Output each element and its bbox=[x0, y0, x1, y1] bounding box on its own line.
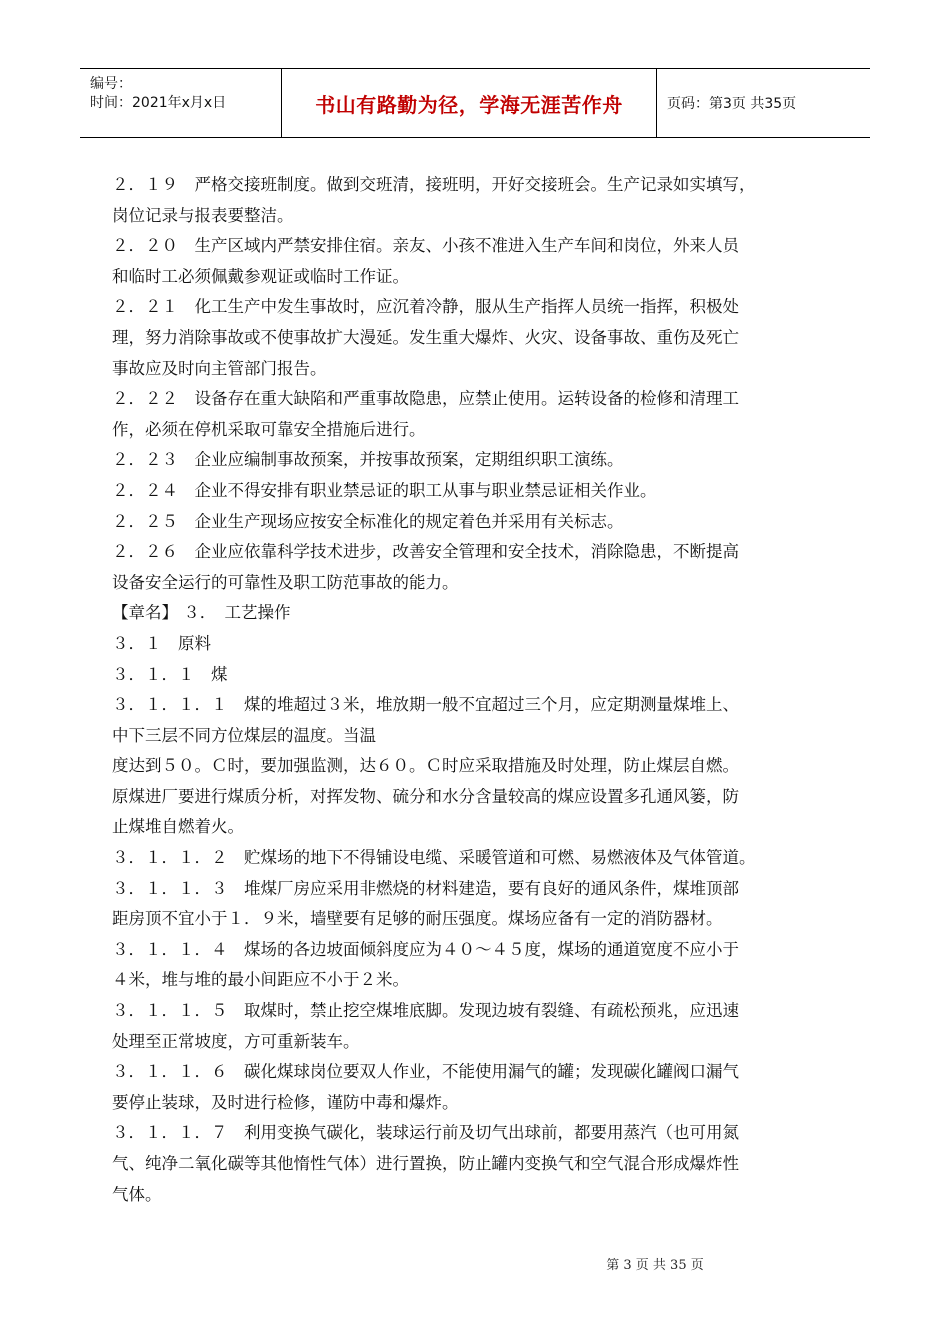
text-line: 止煤堆自燃着火。 bbox=[112, 817, 244, 837]
text-line: ２．２３ 企业应编制事故预案，并按事故预案，定期组织职工演练。 bbox=[112, 450, 624, 470]
header-page-info: 页码：第3页 共35页 bbox=[667, 96, 797, 112]
header-number: 编号： bbox=[90, 76, 132, 92]
text-line: ３．１．１．４ 煤场的各边坡面倾斜度应为４０～４５度，煤场的通道宽度不应小于 bbox=[112, 939, 739, 959]
page-header bbox=[80, 68, 870, 138]
text-line: 要停止装球，及时进行检修，谨防中毒和爆炸。 bbox=[112, 1092, 459, 1112]
text-line: ２．２０ 生产区域内严禁安排住宿。亲友、小孩不准进入生产车间和岗位，外来人员 bbox=[112, 236, 739, 256]
text-line: 理，努力消除事故或不使事故扩大漫延。发生重大爆炸、火灾、设备事故、重伤及死亡 bbox=[112, 327, 739, 347]
text-line: ２．１９ 严格交接班制度。做到交班清，接班明，开好交接班会。生产记录如实填写， bbox=[112, 175, 756, 194]
text-line: 事故应及时向主管部门报告。 bbox=[112, 358, 327, 378]
text-line: 岗位记录与报表要整洁。 bbox=[112, 205, 294, 225]
text-line: 距房顶不宜小于１．９米，墙壁要有足够的耐压强度。煤场应备有一定的消防器材。 bbox=[112, 909, 723, 929]
text-line: ３．１．１．１ 煤的堆超过３米，堆放期一般不宜超过三个月，应定期测量煤堆上、 bbox=[112, 695, 739, 715]
text-line: ３．１．１．３ 堆煤厂房应采用非燃烧的材料建造，要有良好的通风条件，煤堆顶部 bbox=[112, 878, 739, 898]
text-line: ３．１．１．６ 碳化煤球岗位要双人作业，不能使用漏气的罐；发现碳化罐阀口漏气 bbox=[112, 1062, 739, 1082]
text-line: ２．２６ 企业应依靠科学技术进步，改善安全管理和安全技术，消除隐患，不断提高 bbox=[112, 542, 739, 562]
document-body bbox=[112, 170, 842, 1210]
header-motto: 书山有路勤为径，学海无涯苦作舟 bbox=[282, 69, 657, 137]
page-footer: 第 3 页 共 35 页 bbox=[606, 1258, 704, 1273]
text-line: ４米，堆与堆的最小间距应不小于２米。 bbox=[112, 970, 409, 990]
text-line: ２．２４ 企业不得安排有职业禁忌证的职工从事与职业禁忌证相关作业。 bbox=[112, 480, 657, 500]
text-line: 中下三层不同方位煤层的温度。当温 bbox=[112, 725, 376, 745]
text-line: ３．１．１．２ 贮煤场的地下不得铺设电缆、采暖管道和可燃、易燃液体及气体管道。 bbox=[112, 848, 756, 868]
subsection-heading: ３．１．１ 煤 bbox=[112, 664, 228, 684]
header-meta bbox=[80, 69, 282, 137]
chapter-heading: 【章名】 ３． 工艺操作 bbox=[112, 603, 291, 623]
text-line: 气、纯净二氧化碳等其他惰性气体）进行置换，防止罐内变换气和空气混合形成爆炸性 bbox=[112, 1154, 739, 1173]
section-heading: ３．１ 原料 bbox=[112, 633, 211, 653]
text-line: 气体。 bbox=[112, 1184, 162, 1204]
text-line: 作，必须在停机采取可靠安全措施后进行。 bbox=[112, 419, 426, 439]
text-line: 设备安全运行的可靠性及职工防范事故的能力。 bbox=[112, 572, 459, 592]
header-date: 时间：2021年x月x日 bbox=[90, 95, 227, 111]
text-line: 处理至正常坡度，方可重新装车。 bbox=[112, 1031, 360, 1051]
text-line: 和临时工必须佩戴参观证或临时工作证。 bbox=[112, 266, 409, 286]
text-line: 度达到５０。Ｃ时，要加强监测，达６０。Ｃ时应采取措施及时处理，防止煤层自燃。 bbox=[112, 756, 739, 776]
text-line: 原煤进厂要进行煤质分析，对挥发物、硫分和水分含量较高的煤应设置多孔通风篓，防 bbox=[112, 786, 739, 806]
text-line: ３．１．１．５ 取煤时，禁止挖空煤堆底脚。发现边坡有裂缝、有疏松预兆，应迅速 bbox=[112, 1001, 739, 1021]
text-line: ２．２１ 化工生产中发生事故时，应沉着冷静，服从生产指挥人员统一指挥，积极处 bbox=[112, 297, 739, 317]
text-line: ２．２２ 设备存在重大缺陷和严重事故隐患，应禁止使用。运转设备的检修和清理工 bbox=[112, 389, 739, 409]
text-line: ３．１．１．７ 利用变换气碳化，装球运行前及切气出球前，都要用蒸汽（也可用氮 bbox=[112, 1123, 739, 1143]
text-line: ２．２５ 企业生产现场应按安全标准化的规定着色并采用有关标志。 bbox=[112, 511, 624, 531]
